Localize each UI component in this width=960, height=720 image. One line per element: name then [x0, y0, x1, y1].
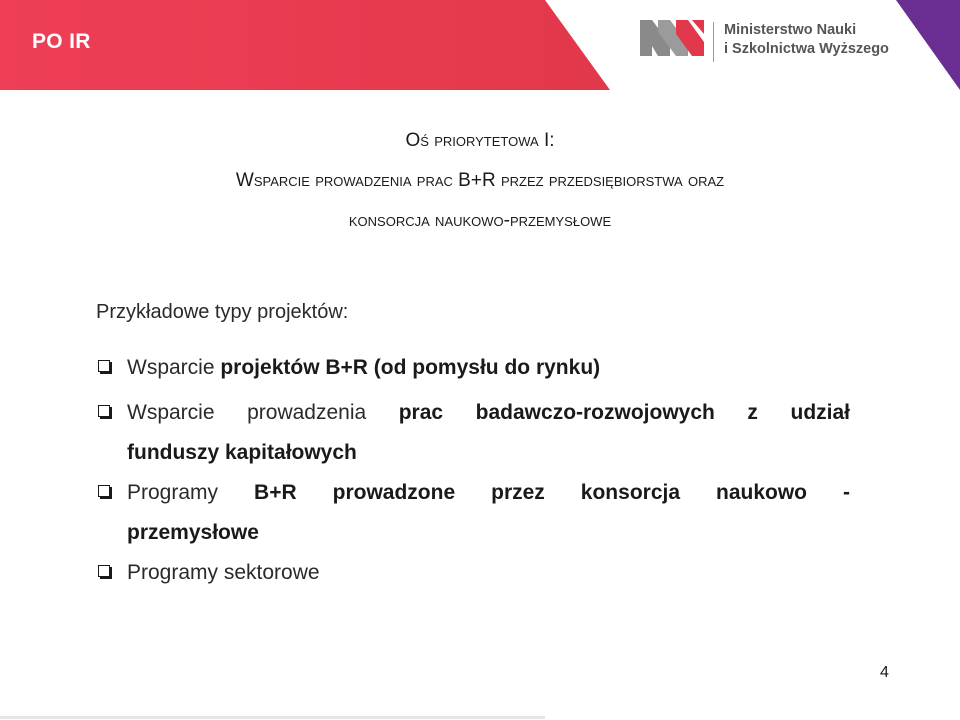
logo-divider — [713, 22, 714, 62]
checkbox-bullet-icon — [98, 485, 110, 497]
page-number: 4 — [880, 664, 889, 681]
ministry-name-line1: Ministerstwo Nauki — [724, 22, 857, 38]
ministry-name-line2: i Szkolnictwa Wyższego — [724, 41, 889, 57]
item-first-line — [127, 393, 850, 433]
title-line-2: Wsparcie prowadzenia prac B+R przez przedsiębiorstwa oraz — [235, 170, 725, 191]
title-line-1: Oś priorytetowa I: — [405, 130, 555, 151]
slide-content — [96, 300, 850, 593]
item-bold-text: projektów B+R (od pomysłu do rynku) — [220, 356, 601, 379]
list-item — [96, 553, 850, 593]
item-normal-text: Wsparcie prowadzenia — [127, 401, 399, 424]
checkbox-bullet-icon — [98, 360, 110, 372]
slide-title — [0, 130, 960, 232]
checkbox-bullet-icon — [98, 565, 110, 577]
list-item — [96, 393, 850, 473]
item-continuation-text: przemysłowe — [127, 521, 259, 544]
item-normal-text: Programy sektorowe — [127, 561, 320, 584]
purple-corner — [896, 0, 960, 90]
item-normal-text: Programy — [127, 481, 255, 504]
checkbox-bullet-icon — [98, 405, 110, 417]
list-item — [96, 473, 850, 553]
item-first-line — [127, 473, 850, 513]
item-bold-text: B+R prowadzone przez konsorcja naukowo - — [254, 481, 851, 504]
item-continuation-text: funduszy kapitałowych — [127, 441, 357, 464]
item-bold-text: prac badawczo-rozwojowych z udział — [398, 401, 850, 424]
brand-label: PO IR — [32, 30, 91, 53]
intro-text: Przykładowe typy projektów: — [96, 301, 349, 323]
red-banner — [0, 0, 610, 90]
ministry-name — [724, 21, 889, 59]
title-line-3: konsorcja naukowo-przemysłowe — [348, 210, 612, 231]
header-band — [0, 0, 960, 90]
ministry-logo-icon — [640, 20, 704, 56]
list-item — [96, 348, 850, 388]
item-normal-text: Wsparcie — [127, 356, 221, 379]
footer-divider — [0, 716, 545, 719]
